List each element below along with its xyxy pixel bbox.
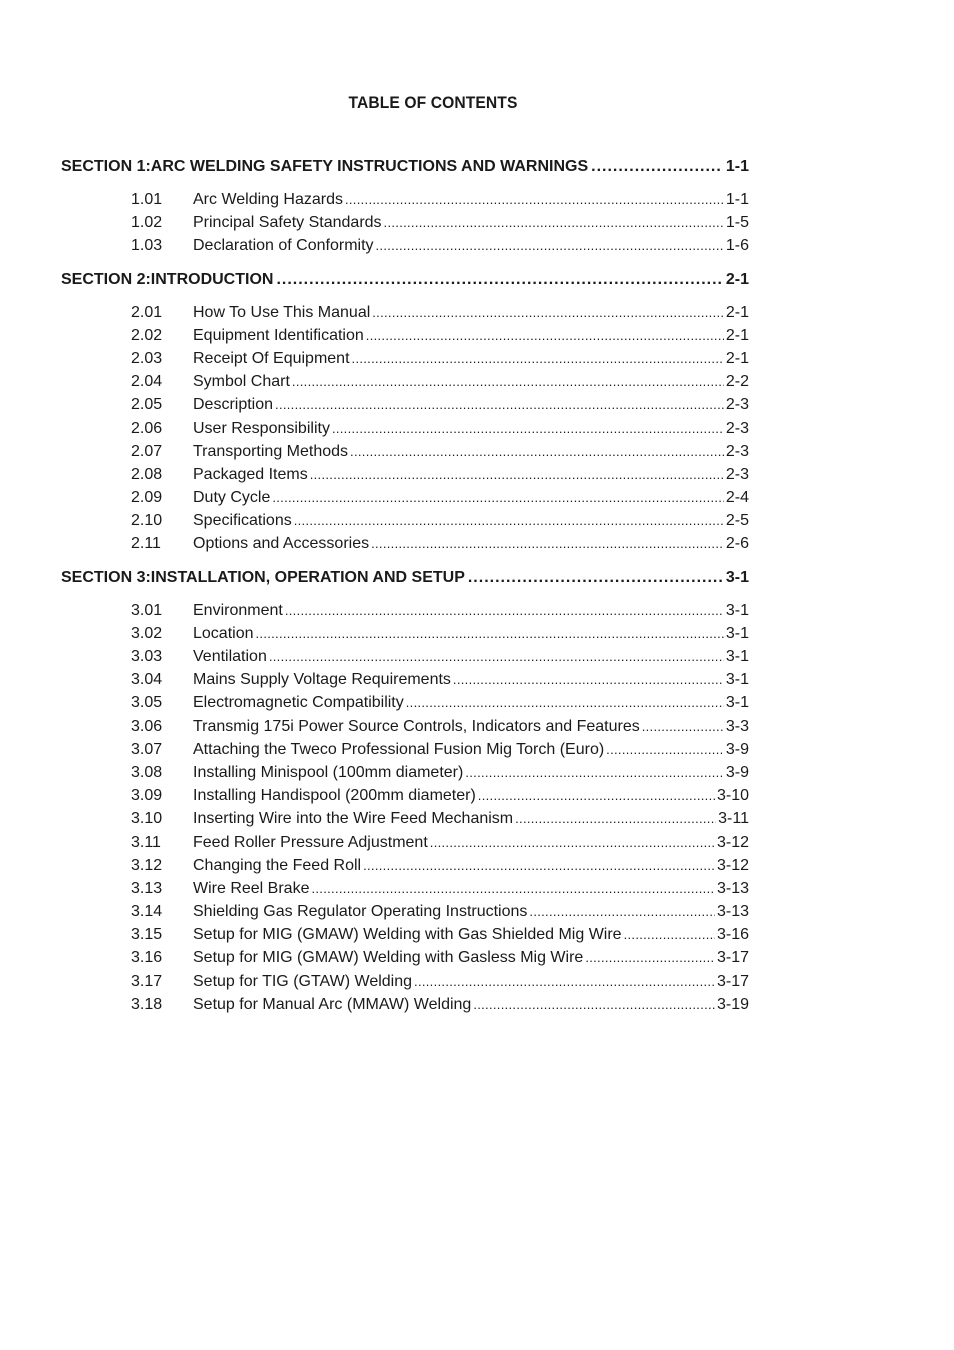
dot-leader bbox=[350, 444, 724, 459]
entry-title: Description bbox=[193, 396, 274, 414]
toc-section-2[interactable] bbox=[61, 271, 749, 294]
toc-entry[interactable] bbox=[61, 718, 749, 741]
section-title: SECTION 2:INTRODUCTION bbox=[61, 270, 274, 288]
entry-number: 3.05 bbox=[131, 694, 163, 712]
entry-title: Setup for MIG (GMAW) Welding with Gas Shielded Mig Wire bbox=[193, 926, 622, 944]
entry-title: Duty Cycle bbox=[193, 489, 271, 507]
entry-title: Installing Minispool (100mm diameter) bbox=[193, 763, 464, 781]
entry-number: 3.08 bbox=[131, 763, 163, 781]
dot-leader bbox=[376, 238, 724, 253]
toc-entry[interactable] bbox=[61, 327, 749, 350]
entry-title: Changing the Feed Roll bbox=[193, 856, 362, 874]
entry-title: Transporting Methods bbox=[193, 442, 349, 460]
entry-number: 2.11 bbox=[131, 535, 161, 553]
entry-page-number: 3-1 bbox=[725, 648, 749, 665]
entry-number: 3.17 bbox=[131, 972, 163, 990]
entry-title: Installing Handispool (200mm diameter) bbox=[193, 787, 476, 805]
toc-entry[interactable] bbox=[61, 764, 749, 787]
dot-leader bbox=[294, 513, 724, 528]
entry-page-number: 2-5 bbox=[725, 512, 749, 530]
dot-leader bbox=[285, 603, 724, 618]
dot-leader bbox=[269, 649, 724, 664]
entry-page-number: 1-6 bbox=[725, 237, 749, 255]
entry-title: User Responsibility bbox=[193, 419, 330, 437]
entry-title: How To Use This Manual bbox=[193, 303, 371, 321]
entry-page-number: 3-17 bbox=[716, 949, 749, 967]
entry-page-number: 2-3 bbox=[725, 396, 749, 414]
toc-entry[interactable] bbox=[61, 237, 749, 260]
toc-entry[interactable] bbox=[61, 857, 749, 880]
dot-leader bbox=[292, 374, 724, 389]
toc-entry[interactable] bbox=[61, 834, 749, 857]
entry-page-number: 1-1 bbox=[725, 191, 749, 208]
dot-leader bbox=[515, 811, 716, 826]
entry-page-number: 3-10 bbox=[716, 787, 749, 805]
entry-title: Transmig 175i Power Source Controls, Indicators and Features bbox=[193, 717, 640, 735]
dot-leader bbox=[384, 215, 724, 230]
entry-number: 2.05 bbox=[131, 396, 163, 414]
toc-entry[interactable] bbox=[61, 810, 749, 833]
entry-page-number: 3-12 bbox=[716, 833, 749, 851]
entry-page-number: 3-11 bbox=[718, 810, 749, 828]
entry-title: Ventilation bbox=[193, 648, 267, 665]
entry-page-number: 3-13 bbox=[716, 879, 749, 897]
entry-title: Receipt Of Equipment bbox=[193, 349, 350, 367]
toc-entry[interactable] bbox=[61, 625, 749, 648]
entry-title: Inserting Wire into the Wire Feed Mechanism bbox=[193, 810, 514, 828]
entry-number: 3.01 bbox=[131, 601, 163, 619]
entry-title: Feed Roller Pressure Adjustment bbox=[193, 833, 428, 851]
entry-page-number: 3-9 bbox=[725, 740, 749, 758]
entry-number: 3.09 bbox=[131, 787, 163, 805]
dot-leader bbox=[478, 788, 715, 803]
dot-leader bbox=[332, 421, 724, 436]
entry-number: 3.06 bbox=[131, 717, 163, 735]
dot-leader bbox=[256, 626, 724, 641]
section-entries bbox=[61, 191, 749, 261]
entry-title: Wire Reel Brake bbox=[193, 879, 310, 897]
toc-entry[interactable] bbox=[61, 214, 749, 237]
dot-leader bbox=[345, 192, 724, 207]
dot-leader bbox=[275, 397, 724, 412]
dot-leader bbox=[468, 569, 723, 587]
toc-entry[interactable] bbox=[61, 512, 749, 535]
dot-leader bbox=[453, 672, 724, 687]
dot-leader bbox=[371, 536, 724, 551]
table-of-contents bbox=[61, 158, 749, 1019]
entry-title: Setup for Manual Arc (MMAW) Welding bbox=[193, 995, 472, 1013]
dot-leader bbox=[585, 950, 715, 965]
entry-page-number: 3-1 bbox=[725, 601, 749, 619]
entry-page-number: 2-4 bbox=[725, 489, 749, 507]
entry-page-number: 2-1 bbox=[725, 303, 749, 321]
entry-number: 3.15 bbox=[131, 926, 163, 944]
dot-leader bbox=[272, 490, 724, 505]
toc-entry[interactable] bbox=[61, 903, 749, 926]
entry-number: 3.07 bbox=[131, 740, 163, 758]
toc-entry[interactable] bbox=[61, 443, 749, 466]
dot-leader bbox=[529, 904, 715, 919]
entry-title: Options and Accessories bbox=[193, 535, 370, 553]
section-title: SECTION 1:ARC WELDING SAFETY INSTRUCTIONS AND WARNINGS bbox=[61, 158, 589, 175]
dot-leader bbox=[310, 467, 724, 482]
toc-entry[interactable] bbox=[61, 602, 749, 625]
entry-page-number: 3-9 bbox=[725, 763, 749, 781]
entry-page-number: 3-13 bbox=[716, 903, 749, 921]
entry-number: 2.03 bbox=[131, 349, 163, 367]
entry-title: Declaration of Conformity bbox=[193, 237, 374, 255]
entry-number: 3.11 bbox=[131, 833, 161, 851]
dot-leader bbox=[624, 927, 715, 942]
entry-page-number: 3-1 bbox=[725, 671, 749, 689]
entry-title: Shielding Gas Regulator Operating Instructions bbox=[193, 903, 528, 921]
section-page-number: 3-1 bbox=[725, 568, 749, 586]
entry-number: 2.04 bbox=[131, 373, 163, 391]
toc-section-3[interactable] bbox=[61, 569, 749, 592]
entry-page-number: 2-1 bbox=[725, 326, 749, 344]
entry-number: 1.03 bbox=[131, 237, 163, 255]
entry-title: Arc Welding Hazards bbox=[193, 191, 343, 208]
entry-title: Symbol Chart bbox=[193, 373, 290, 391]
entry-title: Equipment Identification bbox=[193, 326, 364, 344]
toc-entry[interactable] bbox=[61, 373, 749, 396]
entry-page-number: 1-5 bbox=[725, 214, 749, 232]
entry-number: 3.03 bbox=[131, 648, 163, 665]
dot-leader bbox=[642, 719, 724, 734]
entry-number: 2.06 bbox=[131, 419, 163, 437]
entry-title: Attaching the Tweco Professional Fusion Mig Torch (Euro) bbox=[193, 740, 605, 758]
toc-entry[interactable] bbox=[61, 996, 749, 1019]
toc-entry[interactable] bbox=[61, 694, 749, 717]
entry-number: 3.13 bbox=[131, 879, 163, 897]
entry-page-number: 3-12 bbox=[716, 856, 749, 874]
entry-title: Setup for TIG (GTAW) Welding bbox=[193, 972, 413, 990]
entry-number: 2.07 bbox=[131, 442, 163, 460]
toc-entry[interactable] bbox=[61, 949, 749, 972]
entry-number: 2.01 bbox=[131, 303, 163, 321]
dot-leader bbox=[406, 695, 724, 710]
toc-entry[interactable] bbox=[61, 191, 749, 214]
toc-entry[interactable] bbox=[61, 535, 749, 558]
entry-title: Location bbox=[193, 624, 254, 642]
dot-leader bbox=[311, 881, 714, 896]
dot-leader bbox=[372, 305, 724, 320]
entry-page-number: 3-17 bbox=[716, 972, 749, 990]
toc-entry[interactable] bbox=[61, 396, 749, 419]
entry-page-number: 2-3 bbox=[725, 419, 749, 437]
dot-leader bbox=[591, 158, 723, 176]
section-title: SECTION 3:INSTALLATION, OPERATION AND SETUP bbox=[61, 568, 465, 586]
dot-leader bbox=[363, 858, 715, 873]
entry-number: 3.12 bbox=[131, 856, 163, 874]
entry-title: Specifications bbox=[193, 512, 292, 530]
toc-section-1[interactable] bbox=[61, 158, 749, 181]
entry-number: 3.18 bbox=[131, 995, 163, 1013]
entry-title: Setup for MIG (GMAW) Welding with Gasless Mig Wire bbox=[193, 949, 584, 967]
toc-entry[interactable] bbox=[61, 880, 749, 903]
dot-leader bbox=[465, 765, 724, 780]
entry-title: Mains Supply Voltage Requirements bbox=[193, 671, 451, 689]
toc-entry[interactable] bbox=[61, 787, 749, 810]
entry-number: 2.09 bbox=[131, 489, 163, 507]
entry-number: 2.02 bbox=[131, 326, 163, 344]
entry-title: Environment bbox=[193, 601, 283, 619]
dot-leader bbox=[352, 351, 724, 366]
dot-leader bbox=[276, 271, 722, 289]
section-entries bbox=[61, 602, 749, 1019]
page-title: TABLE OF CONTENTS bbox=[348, 93, 518, 112]
dot-leader bbox=[430, 835, 715, 850]
entry-title: Packaged Items bbox=[193, 465, 308, 483]
toc-entry[interactable] bbox=[61, 350, 749, 373]
entry-page-number: 2-3 bbox=[725, 465, 749, 483]
entry-number: 3.16 bbox=[131, 949, 163, 967]
entry-page-number: 3-3 bbox=[725, 717, 749, 735]
entry-page-number: 3-16 bbox=[716, 926, 749, 944]
entry-number: 1.02 bbox=[131, 214, 163, 232]
entry-title: Principal Safety Standards bbox=[193, 214, 382, 232]
entry-number: 2.10 bbox=[131, 512, 163, 530]
toc-entry[interactable] bbox=[61, 671, 749, 694]
section-entries bbox=[61, 304, 749, 559]
dot-leader bbox=[606, 742, 724, 757]
entry-page-number: 2-3 bbox=[725, 442, 749, 460]
entry-number: 3.04 bbox=[131, 671, 163, 689]
entry-page-number: 3-19 bbox=[716, 995, 749, 1013]
toc-entry[interactable] bbox=[61, 489, 749, 512]
dot-leader bbox=[473, 997, 715, 1012]
entry-page-number: 2-6 bbox=[725, 535, 749, 553]
entry-page-number: 3-1 bbox=[725, 624, 749, 642]
entry-number: 2.08 bbox=[131, 465, 163, 483]
toc-entry[interactable] bbox=[61, 926, 749, 949]
entry-page-number: 2-1 bbox=[725, 349, 749, 367]
dot-leader bbox=[414, 974, 715, 989]
dot-leader bbox=[366, 328, 724, 343]
entry-title: Electromagnetic Compatibility bbox=[193, 694, 404, 712]
section-page-number: 1-1 bbox=[725, 158, 749, 175]
entry-number: 1.01 bbox=[131, 191, 163, 208]
toc-entry[interactable] bbox=[61, 466, 749, 489]
entry-number: 3.02 bbox=[131, 624, 163, 642]
entry-number: 3.14 bbox=[131, 903, 163, 921]
toc-entry[interactable] bbox=[61, 741, 749, 764]
toc-entry[interactable] bbox=[61, 648, 749, 671]
entry-number: 3.10 bbox=[131, 810, 163, 828]
entry-page-number: 3-1 bbox=[725, 694, 749, 712]
toc-entry[interactable] bbox=[61, 973, 749, 996]
toc-entry[interactable] bbox=[61, 304, 749, 327]
section-page-number: 2-1 bbox=[725, 270, 749, 288]
toc-entry[interactable] bbox=[61, 420, 749, 443]
entry-page-number: 2-2 bbox=[725, 373, 749, 391]
